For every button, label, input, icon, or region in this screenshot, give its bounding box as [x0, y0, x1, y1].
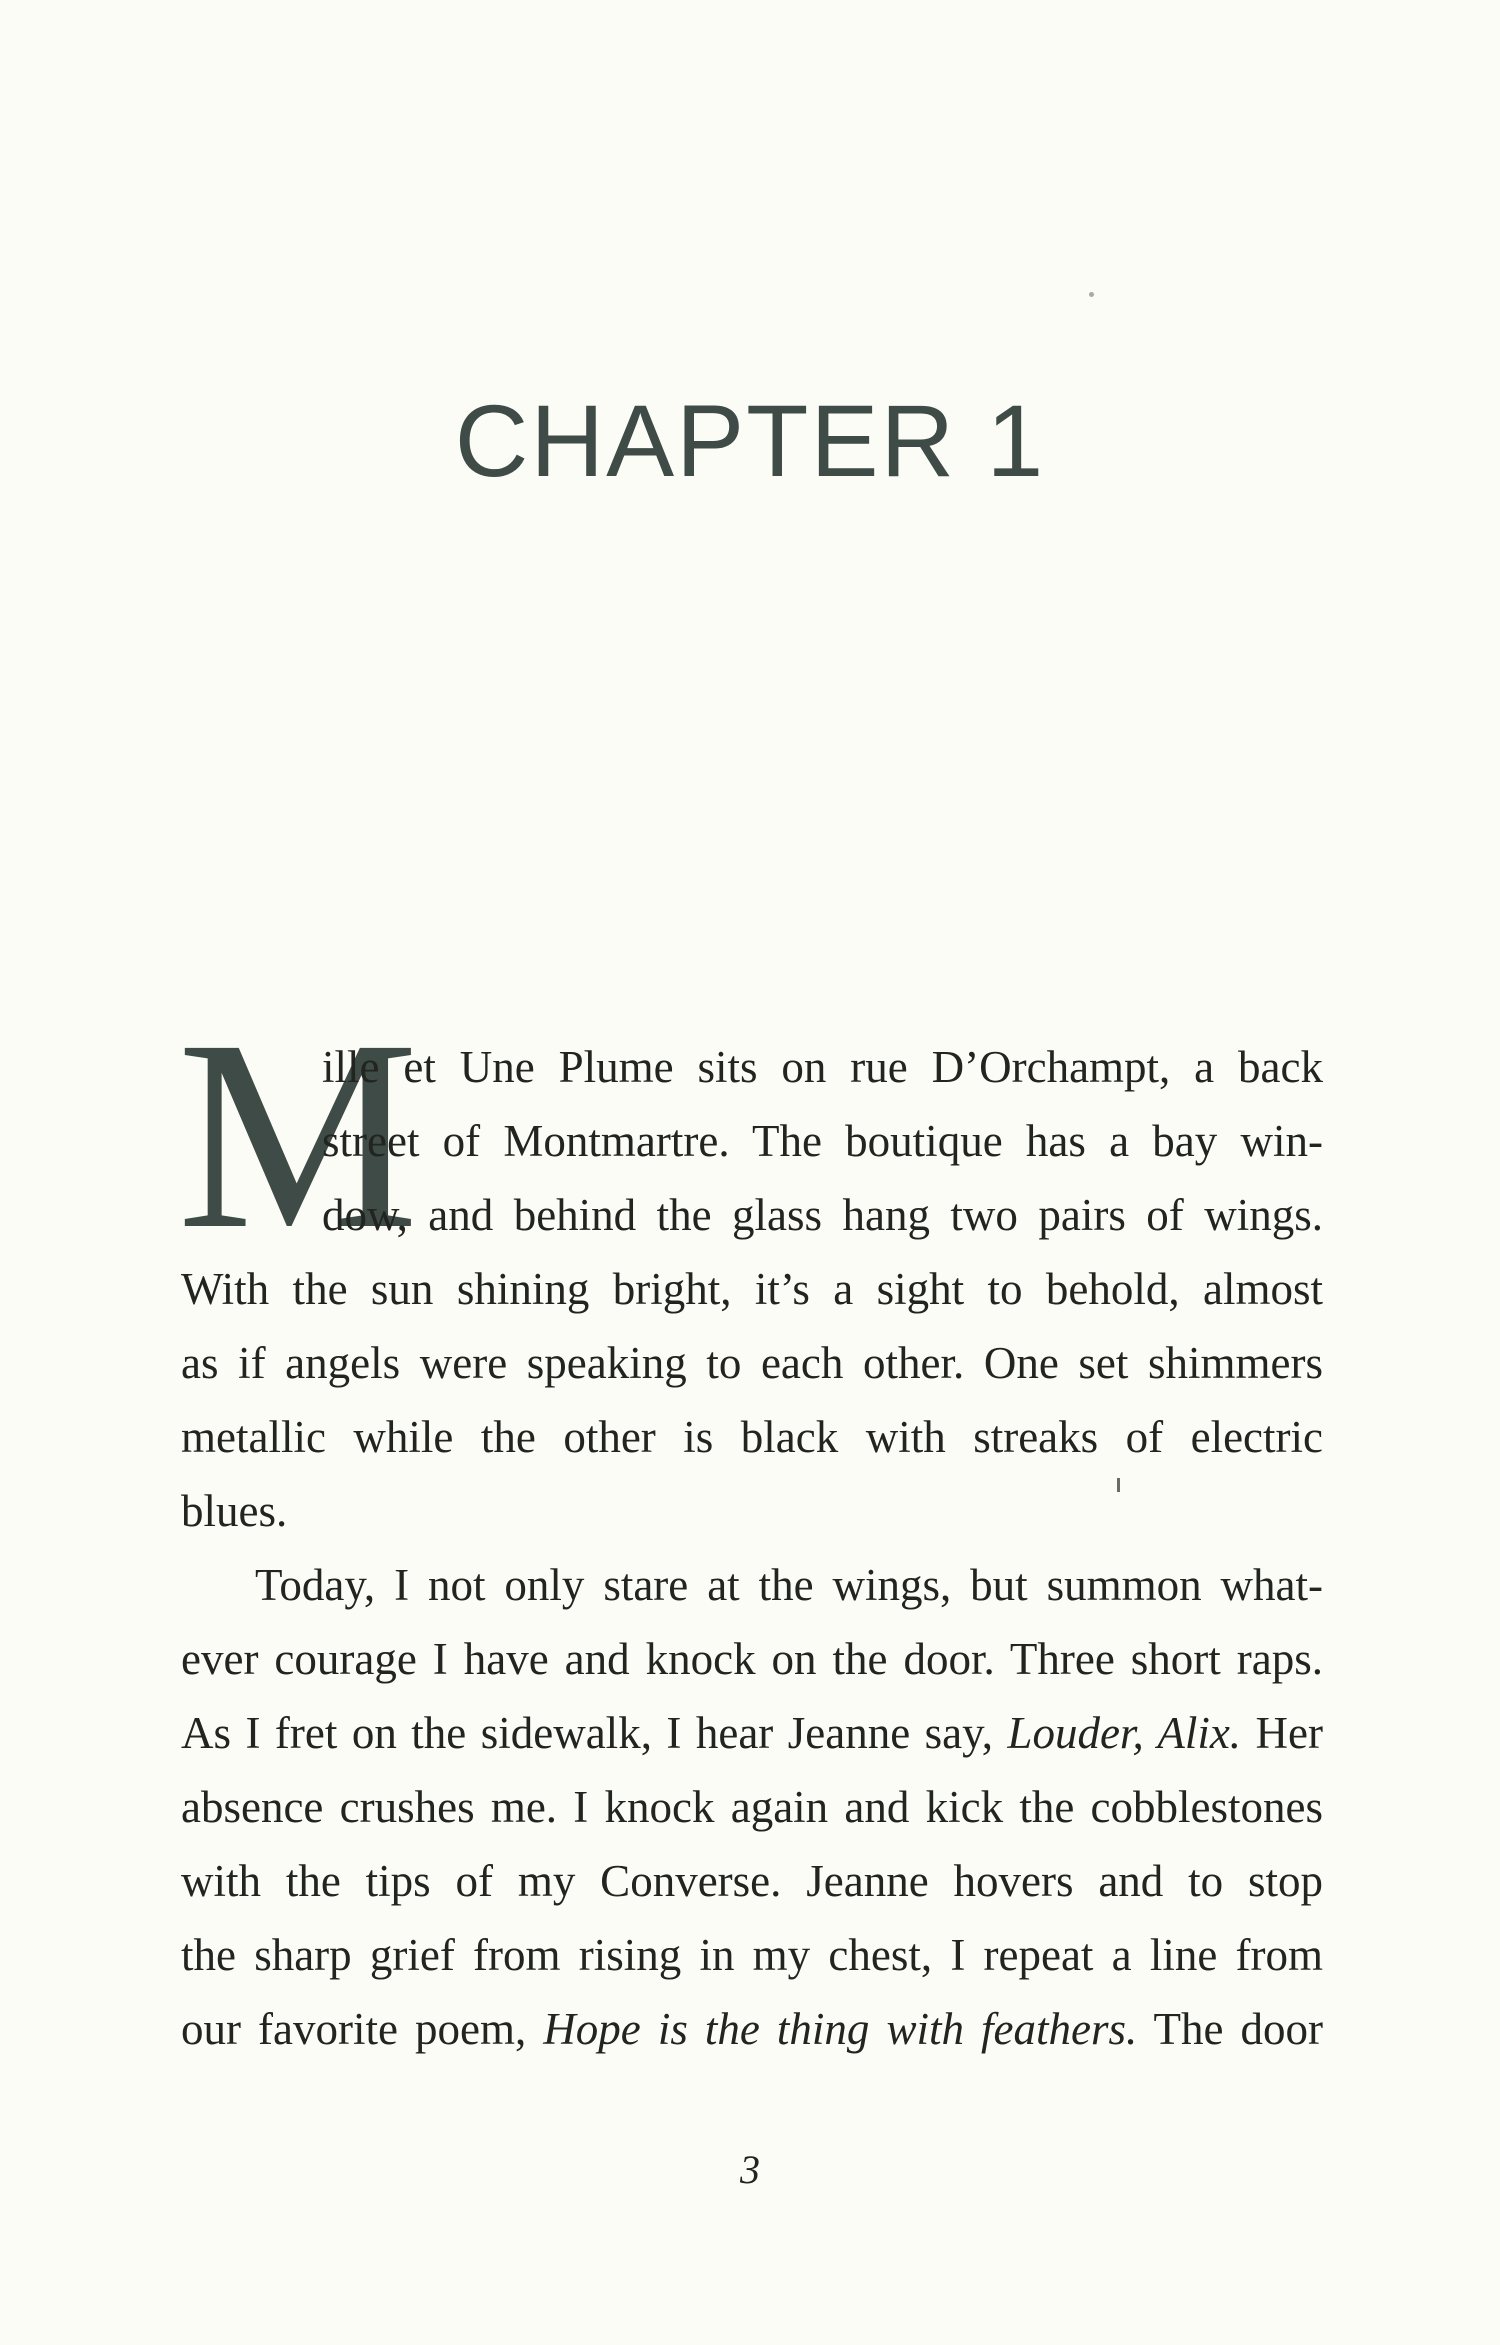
text-line: blues. — [181, 1486, 288, 1536]
text-line: street of Montmartre. The boutique has a bay win- — [322, 1116, 1323, 1166]
drop-cap: M — [177, 984, 419, 1285]
paragraph-2 — [181, 1548, 1323, 2066]
text-line: dow, and behind the glass hang two pairs of wings. — [322, 1190, 1323, 1240]
text-segment: our favorite poem, — [181, 2004, 544, 2054]
chapter-title: CHAPTER 1 — [454, 384, 1046, 499]
paragraph-1 — [181, 1030, 1323, 1548]
text-line: ille et Une Plume sits on rue D’Orchampt, a back — [322, 1042, 1323, 1092]
text-segment: Her — [1241, 1708, 1323, 1758]
italic-poem-quote: Hope is the thing with feathers. — [543, 2004, 1138, 2054]
text-line: with the tips of my Converse. Jeanne hovers and to stop — [181, 1856, 1323, 1906]
ink-smudge — [1117, 1478, 1120, 1492]
text-line: ever courage I have and knock on the door. Three short raps. — [181, 1634, 1323, 1684]
page-number: 3 — [740, 2147, 760, 2192]
speck-mark — [1089, 292, 1094, 297]
text-line — [181, 1992, 1323, 2066]
text-segment: As I fret on the sidewalk, I hear Jeanne say, — [181, 1708, 1008, 1758]
text-line: Today, I not only stare at the wings, but summon what- — [255, 1560, 1323, 1610]
italic-speech: Louder, Alix. — [1007, 1708, 1242, 1758]
text-line: the sharp grief from rising in my chest, I repeat a line from — [181, 1930, 1323, 1980]
text-line: metallic while the other is black with streaks of electric — [181, 1412, 1323, 1462]
text-line: With the sun shining bright, it’s a sight to behold, almost — [181, 1264, 1323, 1314]
text-line: absence crushes me. I knock again and kick the cobblestones — [181, 1782, 1323, 1832]
text-line — [181, 1696, 1323, 1770]
text-line: as if angels were speaking to each other. One set shimmers — [181, 1338, 1323, 1388]
text-segment: The door — [1137, 2004, 1323, 2054]
